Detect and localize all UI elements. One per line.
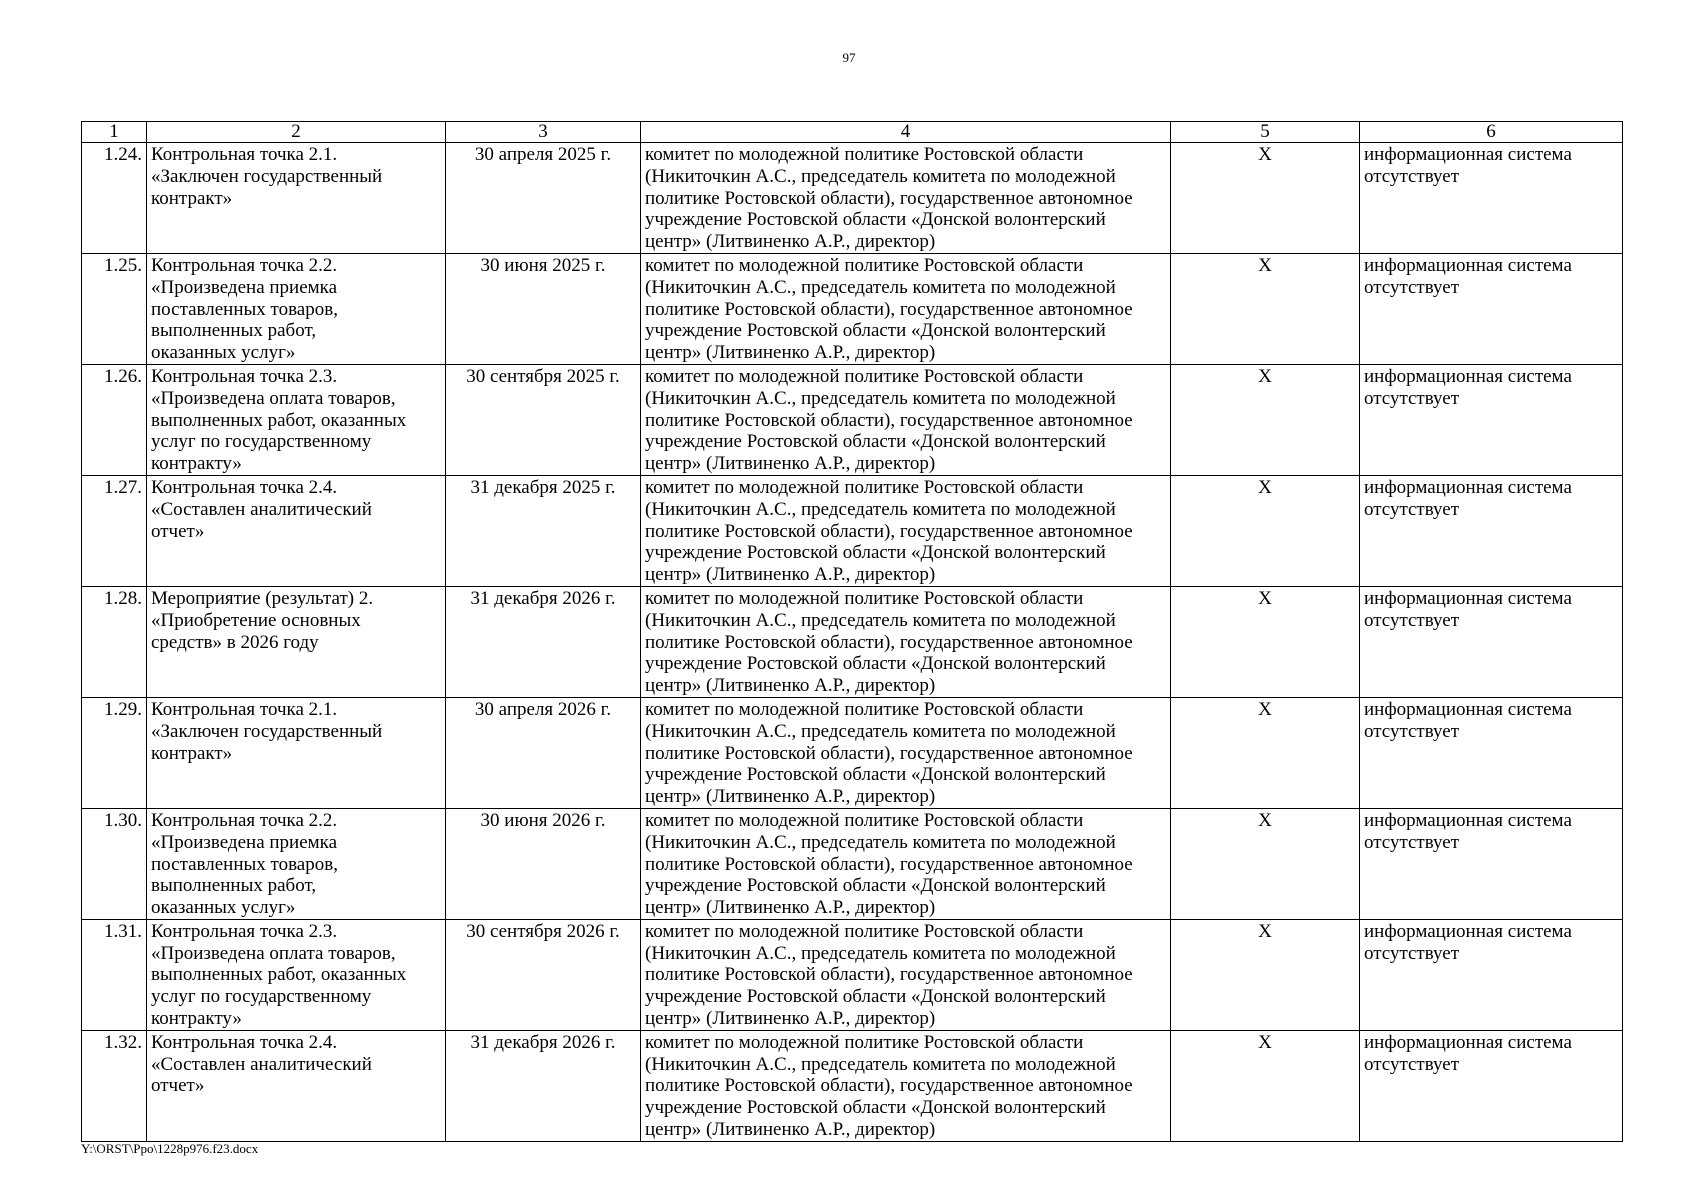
row-responsible <box>641 697 1171 808</box>
row-title <box>147 919 446 1030</box>
row-responsible-line: центр» (Литвиненко А.Р., директор) <box>645 786 936 808</box>
row-date: 30 апреля 2025 г. <box>446 143 641 254</box>
row-responsible-line: учреждение Ростовской области «Донской волонтерский <box>645 1097 1106 1119</box>
row-system-line: отсутствует <box>1364 387 1460 409</box>
row-mark: X <box>1171 919 1360 1030</box>
row-responsible <box>641 364 1171 475</box>
row-system-line: отсутствует <box>1364 831 1460 853</box>
row-number: 1.25. <box>82 253 147 364</box>
row-system-line: отсутствует <box>1364 1053 1460 1075</box>
row-title-line: «Произведена оплата товаров, <box>151 942 396 964</box>
row-title-line: выполненных работ, <box>151 875 317 897</box>
row-title-line: Контрольная точка 2.2. <box>151 809 338 831</box>
row-number: 1.29. <box>82 697 147 808</box>
row-responsible-line: центр» (Литвиненко А.Р., директор) <box>645 342 936 364</box>
row-responsible-line: учреждение Ростовской области «Донской волонтерский <box>645 653 1106 675</box>
row-title-line: Контрольная точка 2.1. <box>151 698 338 720</box>
row-responsible-line: комитет по молодежной политике Ростовской области <box>645 698 1084 720</box>
row-responsible-line: учреждение Ростовской области «Донской волонтерский <box>645 875 1106 897</box>
row-responsible-line: политике Ростовской области), государственное автономное <box>645 631 1133 653</box>
row-mark: X <box>1171 364 1360 475</box>
row-system-line: отсутствует <box>1364 609 1460 631</box>
row-date: 30 сентября 2025 г. <box>446 364 641 475</box>
row-information-system <box>1360 697 1623 808</box>
row-responsible-line: комитет по молодежной политике Ростовской области <box>645 809 1084 831</box>
row-mark: X <box>1171 253 1360 364</box>
row-responsible-line: комитет по молодежной политике Ростовской области <box>645 476 1084 498</box>
row-title-line: Контрольная точка 2.3. <box>151 920 338 942</box>
row-responsible <box>641 808 1171 919</box>
row-number: 1.27. <box>82 475 147 586</box>
row-title-line: контракту» <box>151 1008 242 1030</box>
row-title <box>147 253 446 364</box>
row-system-line: отсутствует <box>1364 498 1460 520</box>
row-responsible-line: учреждение Ростовской области «Донской волонтерский <box>645 986 1106 1008</box>
row-title <box>147 143 446 254</box>
row-responsible-line: комитет по молодежной политике Ростовской области <box>645 144 1084 165</box>
row-title-line: Мероприятие (результат) 2. <box>151 587 374 609</box>
row-title-line: отчет» <box>151 1075 205 1097</box>
row-title-line: «Заключен государственный <box>151 165 383 187</box>
row-responsible-line: политике Ростовской области), государственное автономное <box>645 298 1133 320</box>
row-responsible-line: политике Ростовской области), государственное автономное <box>645 187 1133 209</box>
row-responsible-line: центр» (Литвиненко А.Р., директор) <box>645 897 936 919</box>
row-system-line: информационная система <box>1364 365 1572 387</box>
row-mark: X <box>1171 475 1360 586</box>
row-responsible-line: учреждение Ростовской области «Донской волонтерский <box>645 431 1106 453</box>
row-information-system <box>1360 1030 1623 1141</box>
row-title-line: оказанных услуг» <box>151 897 296 919</box>
row-title-line: выполненных работ, оказанных <box>151 409 407 431</box>
row-mark: X <box>1171 586 1360 697</box>
row-information-system <box>1360 475 1623 586</box>
row-responsible-line: (Никиточкин А.С., председатель комитета по молодежной <box>645 387 1116 409</box>
row-responsible <box>641 1030 1171 1141</box>
row-responsible-line: политике Ростовской области), государственное автономное <box>645 742 1133 764</box>
row-responsible-line: политике Ростовской области), государственное автономное <box>645 853 1133 875</box>
row-number: 1.32. <box>82 1030 147 1141</box>
row-title-line: контракт» <box>151 187 233 209</box>
header-row <box>82 122 1623 143</box>
row-title-line: «Заключен государственный <box>151 720 383 742</box>
row-title-line: контракту» <box>151 453 242 475</box>
row-responsible <box>641 475 1171 586</box>
row-system-line: информационная система <box>1364 587 1572 609</box>
row-mark: X <box>1171 697 1360 808</box>
table-row <box>82 1030 1623 1141</box>
row-number: 1.30. <box>82 808 147 919</box>
row-date: 31 декабря 2026 г. <box>446 586 641 697</box>
row-number: 1.31. <box>82 919 147 1030</box>
row-responsible-line: центр» (Литвиненко А.Р., директор) <box>645 675 936 697</box>
row-title-line: Контрольная точка 2.4. <box>151 1031 338 1053</box>
row-responsible-line: (Никиточкин А.С., председатель комитета по молодежной <box>645 276 1116 298</box>
row-title-line: поставленных товаров, <box>151 853 338 875</box>
row-number: 1.26. <box>82 364 147 475</box>
row-responsible-line: политике Ростовской области), государственное автономное <box>645 1075 1133 1097</box>
row-system-line: информационная система <box>1364 254 1572 276</box>
row-system-line: информационная система <box>1364 809 1572 831</box>
row-information-system <box>1360 364 1623 475</box>
row-responsible-line: комитет по молодежной политике Ростовской области <box>645 587 1084 609</box>
row-responsible-line: (Никиточкин А.С., председатель комитета по молодежной <box>645 1053 1116 1075</box>
row-responsible <box>641 143 1171 254</box>
row-title-line: контракт» <box>151 742 233 764</box>
row-title <box>147 697 446 808</box>
row-system-line: отсутствует <box>1364 276 1460 298</box>
table-row <box>82 586 1623 697</box>
row-system-line: отсутствует <box>1364 720 1460 742</box>
row-information-system <box>1360 808 1623 919</box>
row-date: 30 июня 2026 г. <box>446 808 641 919</box>
row-title-line: «Составлен аналитический <box>151 498 372 520</box>
row-number: 1.28. <box>82 586 147 697</box>
row-responsible-line: политике Ростовской области), государственное автономное <box>645 520 1133 542</box>
row-responsible-line: учреждение Ростовской области «Донской волонтерский <box>645 320 1106 342</box>
row-title-line: «Произведена оплата товаров, <box>151 387 396 409</box>
row-mark: X <box>1171 808 1360 919</box>
row-information-system <box>1360 919 1623 1030</box>
row-responsible <box>641 919 1171 1030</box>
column-header: 3 <box>446 122 641 143</box>
column-header: 5 <box>1171 122 1360 143</box>
row-system-line: информационная система <box>1364 1031 1572 1053</box>
row-responsible-line: комитет по молодежной политике Ростовской области <box>645 365 1084 387</box>
row-title-line: Контрольная точка 2.4. <box>151 476 338 498</box>
row-responsible-line: центр» (Литвиненко А.Р., директор) <box>645 231 936 253</box>
row-title-line: «Произведена приемка <box>151 276 338 298</box>
row-responsible-line: (Никиточкин А.С., председатель комитета по молодежной <box>645 720 1116 742</box>
table-row <box>82 143 1623 254</box>
row-information-system <box>1360 253 1623 364</box>
table-row <box>82 697 1623 808</box>
row-title-line: выполненных работ, оказанных <box>151 964 407 986</box>
row-title-line: «Произведена приемка <box>151 831 338 853</box>
row-title-line: Контрольная точка 2.1. <box>151 144 338 165</box>
row-responsible-line: центр» (Литвиненко А.Р., директор) <box>645 453 936 475</box>
row-responsible-line: центр» (Литвиненко А.Р., директор) <box>645 1008 936 1030</box>
row-title-line: отчет» <box>151 520 205 542</box>
column-header: 6 <box>1360 122 1623 143</box>
row-information-system <box>1360 143 1623 254</box>
row-responsible-line: центр» (Литвиненко А.Р., директор) <box>645 564 936 586</box>
row-responsible-line: учреждение Ростовской области «Донской волонтерский <box>645 764 1106 786</box>
table-row <box>82 808 1623 919</box>
row-responsible-line: (Никиточкин А.С., председатель комитета по молодежной <box>645 498 1116 520</box>
row-responsible-line: политике Ростовской области), государственное автономное <box>645 964 1133 986</box>
row-responsible <box>641 253 1171 364</box>
row-date: 30 сентября 2026 г. <box>446 919 641 1030</box>
row-responsible-line: комитет по молодежной политике Ростовской области <box>645 1031 1084 1053</box>
table-row <box>82 364 1623 475</box>
column-header: 4 <box>641 122 1171 143</box>
row-responsible-line: (Никиточкин А.С., председатель комитета по молодежной <box>645 831 1116 853</box>
row-title-line: Контрольная точка 2.3. <box>151 365 338 387</box>
row-responsible-line: центр» (Литвиненко А.Р., директор) <box>645 1119 936 1141</box>
row-responsible-line: комитет по молодежной политике Ростовской области <box>645 920 1084 942</box>
row-title-line: услуг по государственному <box>151 986 372 1008</box>
row-mark: X <box>1171 1030 1360 1141</box>
row-system-line: отсутствует <box>1364 942 1460 964</box>
row-responsible-line: (Никиточкин А.С., председатель комитета по молодежной <box>645 165 1116 187</box>
row-title-line: «Приобретение основных <box>151 609 361 631</box>
footer-file-path: Y:\ORST\Ppo\1228p976.f23.docx <box>81 1141 259 1156</box>
row-title-line: средств» в 2026 году <box>151 631 319 653</box>
row-title <box>147 364 446 475</box>
table-row <box>82 475 1623 586</box>
row-title-line: услуг по государственному <box>151 431 372 453</box>
row-title-line: выполненных работ, <box>151 320 317 342</box>
row-date: 31 декабря 2025 г. <box>446 475 641 586</box>
column-header: 1 <box>82 122 147 143</box>
row-number: 1.24. <box>82 143 147 254</box>
row-responsible <box>641 586 1171 697</box>
row-responsible-line: комитет по молодежной политике Ростовской области <box>645 254 1084 276</box>
row-title <box>147 1030 446 1141</box>
table-row <box>82 919 1623 1030</box>
row-title <box>147 475 446 586</box>
row-information-system <box>1360 586 1623 697</box>
row-system-line: информационная система <box>1364 476 1572 498</box>
row-title-line: Контрольная точка 2.2. <box>151 254 338 276</box>
page-number: 97 <box>842 50 856 65</box>
row-responsible-line: (Никиточкин А.С., председатель комитета по молодежной <box>645 942 1116 964</box>
row-title-line: поставленных товаров, <box>151 298 338 320</box>
row-date: 30 июня 2025 г. <box>446 253 641 364</box>
row-date: 31 декабря 2026 г. <box>446 1030 641 1141</box>
table-row <box>82 253 1623 364</box>
row-responsible-line: учреждение Ростовской области «Донской волонтерский <box>645 209 1106 231</box>
row-title <box>147 808 446 919</box>
plan-table <box>81 121 1623 1142</box>
row-date: 30 апреля 2026 г. <box>446 697 641 808</box>
row-mark: X <box>1171 143 1360 254</box>
row-system-line: информационная система <box>1364 920 1572 942</box>
row-system-line: отсутствует <box>1364 165 1460 187</box>
column-header: 2 <box>147 122 446 143</box>
row-title <box>147 586 446 697</box>
row-system-line: информационная система <box>1364 698 1572 720</box>
row-responsible-line: (Никиточкин А.С., председатель комитета по молодежной <box>645 609 1116 631</box>
row-title-line: «Составлен аналитический <box>151 1053 372 1075</box>
row-responsible-line: политике Ростовской области), государственное автономное <box>645 409 1133 431</box>
row-system-line: информационная система <box>1364 144 1572 165</box>
row-responsible-line: учреждение Ростовской области «Донской волонтерский <box>645 542 1106 564</box>
row-title-line: оказанных услуг» <box>151 342 296 364</box>
